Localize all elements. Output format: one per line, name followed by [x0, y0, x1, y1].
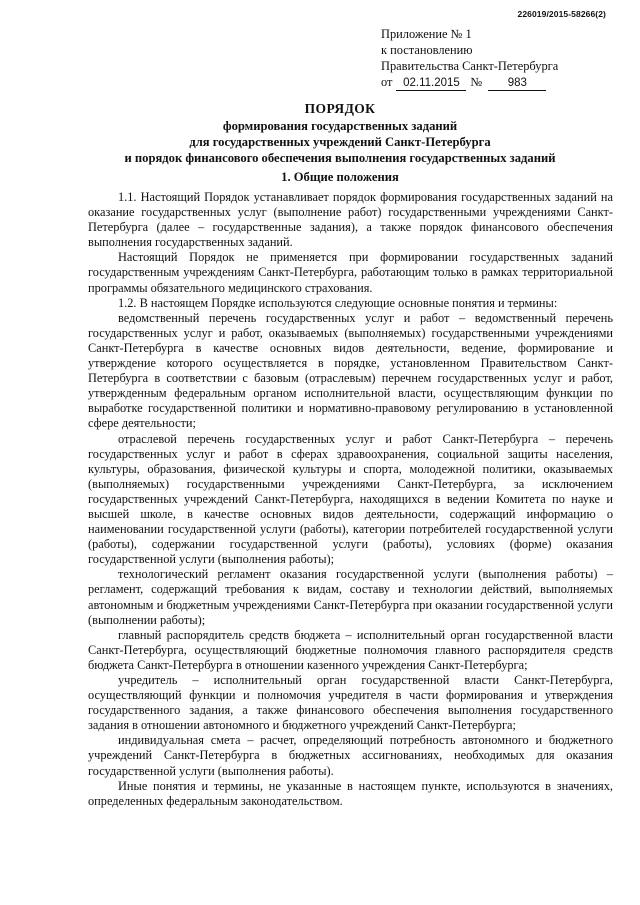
- appendix-line-1: Приложение № 1: [381, 27, 472, 41]
- document-subtitle: [60, 118, 620, 166]
- resolution-date: 02.11.2015: [396, 77, 466, 91]
- appendix-date-line: [381, 74, 611, 91]
- document-title: ПОРЯДОК: [304, 101, 376, 116]
- paragraph: Иные понятия и термины, не указанные в настоящем пункте, используются в значениях, определенных федеральным законодательством.: [88, 778, 613, 808]
- section-heading: 1. Общие положения: [281, 170, 399, 184]
- subtitle-line-3: и порядок финансового обеспечения выполнения государственных заданий: [124, 151, 556, 165]
- paragraph: технологический регламент оказания государственной услуги (выполнения работы) – регламент, содержащий требования к видам, составу и технологии действий, выполняемых автономным и бюджетным учреждениями Санкт-Петербурга при оказании государственной услуги (выполнении работы);: [88, 567, 613, 627]
- paragraph: ведомственный перечень государственных услуг и работ – ведомственный перечень государственных услуг и работ, оказываемых (выполняемых) государственными учреждениями Санкт-Петербурга в качестве основных видов деятельности, ведение, формирование и утверждение которого осуществляется в порядке, установленном Правительством Санкт-Петербурга в соответствии с базовым (отраслевым) перечнем государственных услуг и работ, утвержденным федеральным органом исполнительной власти, осуществляющим функции по выработке государственной политики и нормативно-правовому регулированию в установленной сфере деятельности;: [88, 310, 613, 431]
- paragraph: 1.1. Настоящий Порядок устанавливает порядок формирования государственных заданий на оказание государственных услуг (выполнение работ) государственными учреждениями Санкт-Петербурга (далее – государственные задания), а также порядок финансового обеспечения выполнения государственных заданий.: [88, 190, 613, 250]
- paragraph: учредитель – исполнительный орган государственной власти Санкт-Петербурга, осуществляющий функции и полномочия учредителя в части формирования и утверждения государственного задания, а также финансового обеспечения выполнения государственного задания в отношении автономного и бюджетного учреждений Санкт-Петербурга;: [88, 673, 613, 733]
- date-prefix: от: [381, 75, 393, 89]
- paragraph: Настоящий Порядок не применяется при формировании государственных заданий государственным учреждениям Санкт-Петербурга, работающим только в рамках территориальной программы обязательного медицинского страхования.: [88, 250, 613, 295]
- subtitle-line-2: для государственных учреждений Санкт-Петербурга: [189, 135, 491, 149]
- appendix-line-2: к постановлению: [381, 43, 473, 57]
- number-prefix: №: [470, 75, 483, 89]
- paragraph: отраслевой перечень государственных услуг и работ Санкт-Петербурга – перечень государственных услуг и работ в сферах здравоохранения, социальной защиты населения, культуры, образования, физической культуры и спорта, молодежной политики, оказываемых (выполняемых) государственными учреждениями Санкт-Петербурга, за исключением государственных учреждений Санкт-Петербурга, находящихся в ведении Комитета по науке и высшей школе, в качестве основных видов деятельности, содержащий информацию о наименовании государственной услуги (работы), категории потребителей государственной услуги (работы), содержании государственной услуги (работы), условиях (форме) оказания государственной услуги (выполнения работы);: [88, 431, 613, 567]
- paragraph: 1.2. В настоящем Порядке используются следующие основные понятия и термины:: [118, 295, 558, 310]
- document-body: [88, 190, 613, 809]
- paragraph: главный распорядитель средств бюджета – исполнительный орган государственной власти Санкт-Петербурга, осуществляющий бюджетные полномочия главного распорядителя средств бюджета Санкт-Петербурга в отношении казенного учреждения Санкт-Петербурга;: [88, 627, 613, 672]
- document-id: 226019/2015-58266(2): [517, 9, 606, 19]
- appendix-line-3: Правительства Санкт-Петербурга: [381, 59, 559, 73]
- paragraph: индивидуальная смета – расчет, определяющий потребность автономного и бюджетного учреждений Санкт-Петербурга в бюджетных ассигнованиях, необходимых для оказания государственной услуги (выполнения работы).: [88, 733, 613, 778]
- appendix-block: [381, 26, 611, 91]
- resolution-number: 983: [488, 77, 546, 91]
- subtitle-line-1: формирования государственных заданий: [222, 119, 458, 133]
